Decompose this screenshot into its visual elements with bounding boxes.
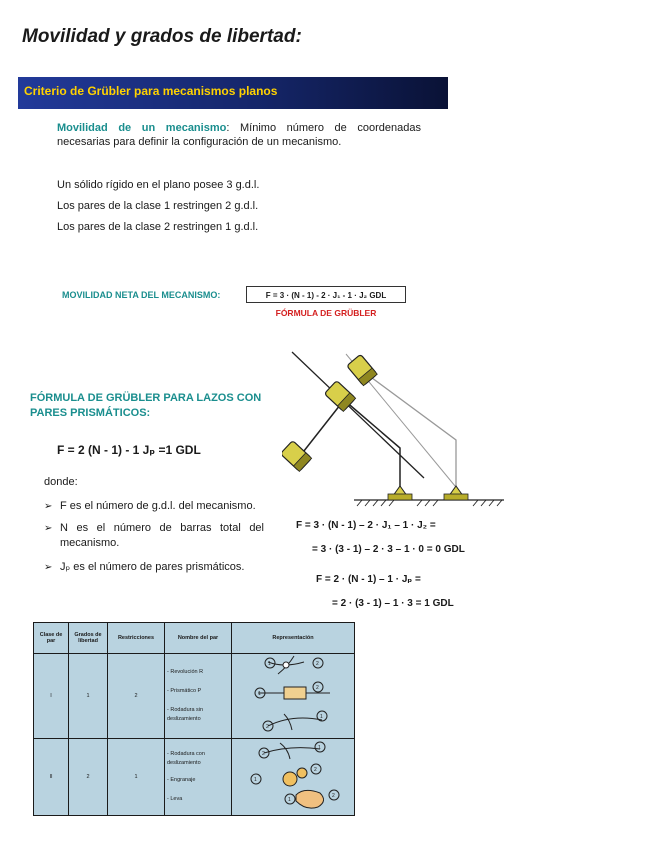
column-header: Nombre del par xyxy=(165,623,232,654)
calc-line: = 3 · (3 - 1) – 2 · 3 – 1 · 0 = 0 GDL xyxy=(312,544,465,555)
gear-icon xyxy=(283,772,297,786)
pair-name: - Engranaje xyxy=(167,777,196,783)
page-title: Movilidad y grados de libertad: xyxy=(22,26,302,47)
bullet-arrow-icon: ➢ xyxy=(44,562,53,573)
slider-block xyxy=(282,441,312,472)
grubler-formula: F = 3 · (N - 1) - 2 · J₁ - 1 · J₂ GDL xyxy=(246,286,406,303)
rule-line: Los pares de la clase 1 restringen 2 g.d.l. xyxy=(57,200,259,212)
rule-line: Los pares de la clase 2 restringen 1 g.d.l. xyxy=(57,221,259,233)
svg-text:2: 2 xyxy=(316,661,319,667)
list-item: ➢ F es el número de g.d.l. del mecanismo. xyxy=(44,500,256,512)
svg-text:1: 1 xyxy=(320,714,323,720)
cell-clase: I xyxy=(34,654,69,739)
calc-line: = 2 · (3 - 1) – 1 · 3 = 1 GDL xyxy=(332,598,454,609)
column-header: Representación xyxy=(232,623,355,654)
pair-name: - Revolución R xyxy=(167,669,204,675)
definition-term: Movilidad de un mecanismo xyxy=(57,122,227,134)
cell-pair-names xyxy=(165,739,232,816)
ground-support xyxy=(444,486,468,500)
cell-gdl: 1 xyxy=(69,654,108,739)
ground-hatch xyxy=(357,500,502,506)
column-header: Clase de par xyxy=(34,623,69,654)
cell-restricciones: 2 xyxy=(108,654,165,739)
svg-text:1: 1 xyxy=(258,691,261,697)
definition-text: : Mínimo número de coordenadas necesarias para definir la configuración de un mecanismo. xyxy=(57,122,422,148)
link-bar xyxy=(300,400,344,456)
list-item: ➢ Jₚ es el número de pares prismáticos. xyxy=(44,561,245,573)
prismatic-title: FÓRMULA DE GRÜBLER PARA LAZOS CON PARES PRISMÁTICOS: xyxy=(30,392,262,419)
bullet-arrow-icon: ➢ xyxy=(44,501,53,512)
svg-text:2: 2 xyxy=(266,724,269,730)
prismatic-formula: F = 2 (N - 1) - 1 Jₚ =1 GDL xyxy=(57,443,201,457)
pair-class2-drawing xyxy=(234,739,352,813)
svg-text:1: 1 xyxy=(254,777,257,783)
pair-class1-drawing xyxy=(234,654,352,736)
rule-line: Un sólido rígido en el plano posee 3 g.d.l. xyxy=(57,179,260,191)
list-item: ➢ N es el número de barras total del mecanismo. xyxy=(44,522,264,549)
slider-block xyxy=(347,354,378,385)
table-row xyxy=(34,739,355,816)
pair-name: - Prismático P xyxy=(167,688,202,694)
svg-text:1: 1 xyxy=(268,661,271,667)
pair-name: - Leva xyxy=(167,796,183,802)
cell-clase: II xyxy=(34,739,69,816)
section-banner: Criterio de Grübler para mecanismos planos xyxy=(18,77,448,109)
mobility-definition xyxy=(57,121,421,149)
cell-gdl: 2 xyxy=(69,739,108,816)
svg-text:2: 2 xyxy=(316,685,319,691)
svg-text:2: 2 xyxy=(314,767,317,773)
cell-representation xyxy=(232,654,355,739)
rolling-pair-icon xyxy=(268,718,322,726)
ground-support xyxy=(388,486,412,500)
cell-pair-names xyxy=(165,654,232,739)
cell-representation xyxy=(232,739,355,816)
table-header-row xyxy=(34,623,355,654)
calc-line: F = 3 · (N - 1) – 2 · J₁ – 1 · J₂ = xyxy=(296,520,436,531)
svg-text:2: 2 xyxy=(332,793,335,799)
link-bar xyxy=(344,400,400,490)
svg-text:1: 1 xyxy=(288,797,291,803)
calc-line: F = 2 · (N - 1) – 1 · Jₚ = xyxy=(316,574,421,585)
svg-text:2: 2 xyxy=(262,751,265,757)
grubler-caption: FÓRMULA DE GRÜBLER xyxy=(275,308,377,318)
column-header: Grados de libertad xyxy=(69,623,108,654)
rolling-slip-pair-icon xyxy=(264,743,320,759)
cell-restricciones: 1 xyxy=(108,739,165,816)
svg-text:1: 1 xyxy=(318,745,321,751)
bullet-arrow-icon: ➢ xyxy=(44,523,53,534)
table-row xyxy=(34,654,355,739)
cam-pair-icon xyxy=(296,790,324,808)
column-header: Restricciones xyxy=(108,623,165,654)
pair-name: - Rodadura sin deslizamiento xyxy=(167,707,204,722)
donde-label: donde: xyxy=(44,476,78,488)
mobility-label: MOVILIDAD NETA DEL MECANISMO: xyxy=(62,290,221,300)
prismatic-mechanism-diagram xyxy=(282,348,508,518)
pair-class-table xyxy=(33,622,355,816)
pair-name: - Rodadura con deslizamiento xyxy=(167,751,205,766)
gear-icon xyxy=(297,768,307,778)
